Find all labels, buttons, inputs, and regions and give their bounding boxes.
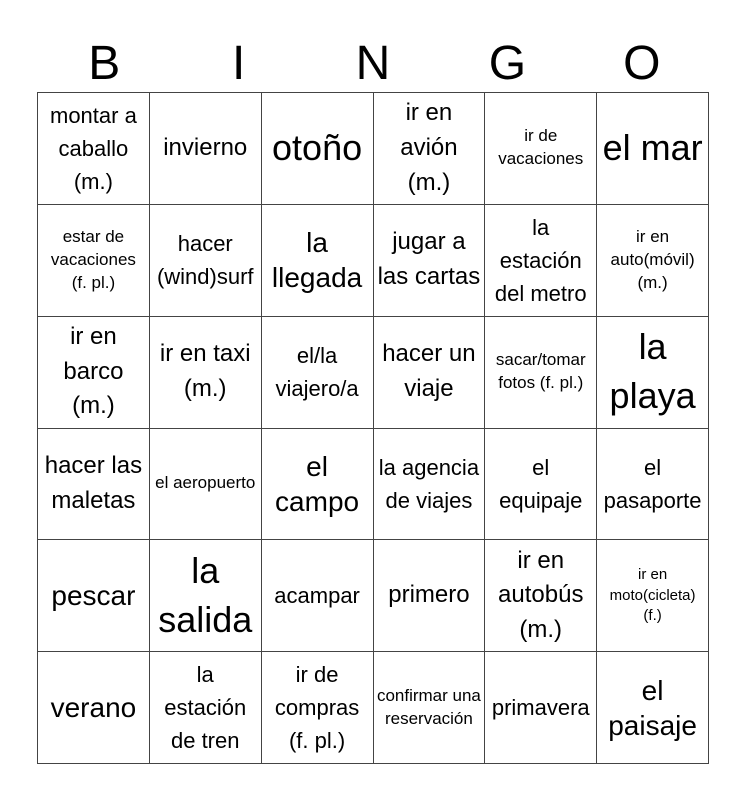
cell-text: primavera — [491, 695, 590, 721]
bingo-cell[interactable] — [485, 429, 597, 541]
bingo-cell[interactable] — [38, 540, 150, 652]
bingo-cell[interactable] — [38, 652, 150, 764]
bingo-cell[interactable] — [374, 652, 486, 764]
bingo-cell[interactable] — [262, 652, 374, 764]
bingo-cell[interactable] — [38, 205, 150, 317]
cell-text: acampar — [274, 583, 360, 609]
cell-text: el pasaporte — [603, 454, 702, 513]
bingo-cell[interactable] — [374, 317, 486, 429]
cell-text: hacer un viaje — [382, 340, 476, 403]
header-letter-g: G — [488, 37, 527, 90]
cell-text: el mar — [602, 127, 703, 169]
cell-text: primero — [388, 581, 470, 609]
cell-text: verano — [50, 692, 137, 724]
cell-text: sacar/tomar fotos (f. pl.) — [495, 350, 586, 393]
bingo-cell[interactable] — [597, 540, 709, 652]
bingo-cell[interactable] — [485, 540, 597, 652]
cell-text: la salida — [158, 550, 253, 640]
bingo-cell[interactable] — [262, 429, 374, 541]
bingo-cell[interactable] — [597, 429, 709, 541]
cell-text: hacer (wind)surf — [156, 231, 254, 290]
cell-text: ir de vacaciones — [498, 126, 584, 169]
bingo-cell[interactable] — [597, 205, 709, 317]
bingo-cell[interactable] — [597, 93, 709, 205]
cell-text: estar de vacaciones (f. pl.) — [50, 226, 136, 292]
bingo-cell[interactable] — [150, 652, 262, 764]
cell-text: pescar — [51, 580, 136, 612]
cell-text: la agencia de viajes — [378, 454, 480, 513]
cell-text: ir en taxi (m.) — [159, 340, 251, 403]
cell-text: otoño — [272, 127, 363, 169]
cell-text: ir en avión (m.) — [400, 99, 458, 196]
cell-text: ir en auto(móvil) (m.) — [610, 226, 695, 292]
cell-text: el paisaje — [608, 674, 697, 741]
bingo-cell[interactable] — [150, 205, 262, 317]
bingo-cell[interactable] — [374, 205, 486, 317]
header-letter-b: B — [88, 37, 121, 90]
cell-text: montar a caballo (m.) — [50, 102, 137, 194]
cell-text: hacer las maletas — [44, 452, 143, 514]
bingo-cell[interactable] — [262, 93, 374, 205]
cell-text: confirmar una reservación — [376, 685, 481, 728]
bingo-cell[interactable] — [485, 317, 597, 429]
cell-text: el campo — [275, 450, 360, 517]
bingo-cell[interactable] — [38, 317, 150, 429]
bingo-cell[interactable] — [38, 93, 150, 205]
bingo-cell[interactable] — [485, 93, 597, 205]
bingo-cell[interactable] — [374, 429, 486, 541]
cell-text: la estación de tren — [164, 662, 247, 754]
cell-text: ir de compras (f. pl.) — [274, 662, 360, 754]
bingo-cell[interactable] — [150, 429, 262, 541]
bingo-card — [37, 92, 709, 764]
header-letter-o: O — [623, 37, 661, 90]
cell-text: el/la viajero/a — [275, 343, 359, 402]
bingo-cell[interactable] — [485, 205, 597, 317]
cell-text: la playa — [609, 326, 696, 417]
bingo-header — [37, 36, 709, 92]
cell-text: ir en barco (m.) — [63, 322, 124, 420]
cell-text: el aeropuerto — [155, 473, 256, 493]
cell-text: invierno — [163, 134, 248, 162]
bingo-cell[interactable] — [597, 652, 709, 764]
cell-text: ir en moto(cicleta) (f.) — [609, 566, 696, 624]
bingo-cell[interactable] — [597, 317, 709, 429]
bingo-cell[interactable] — [485, 652, 597, 764]
bingo-cell[interactable] — [262, 540, 374, 652]
cell-text: el equipaje — [499, 454, 583, 513]
cell-text: la estación del metro — [494, 214, 587, 306]
bingo-cell[interactable] — [150, 93, 262, 205]
cell-text: la llegada — [271, 227, 363, 294]
bingo-cell[interactable] — [150, 540, 262, 652]
bingo-cell[interactable] — [262, 317, 374, 429]
bingo-cell[interactable] — [262, 205, 374, 317]
cell-text: ir en autobús (m.) — [498, 546, 584, 644]
bingo-cell[interactable] — [374, 93, 486, 205]
bingo-cell[interactable] — [374, 540, 486, 652]
header-letter-n: N — [355, 37, 391, 90]
cell-text: jugar a las cartas — [377, 228, 481, 291]
bingo-cell[interactable] — [150, 317, 262, 429]
header-letter-i: I — [231, 37, 246, 90]
bingo-cell[interactable] — [38, 429, 150, 541]
